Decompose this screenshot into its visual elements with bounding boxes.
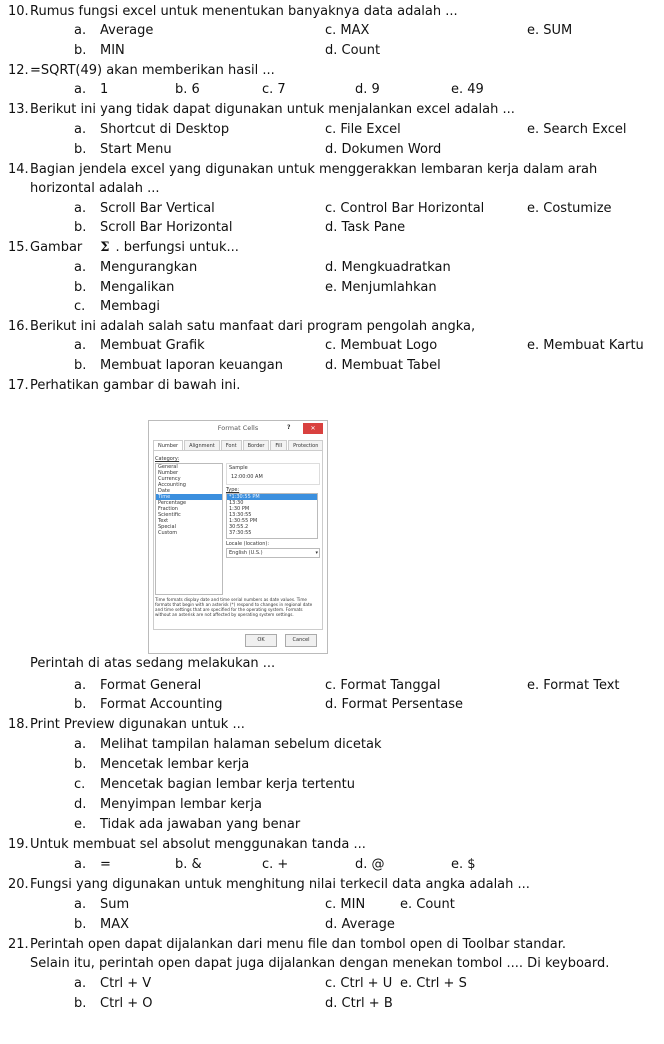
option-letter: d. [325,917,338,932]
option-text: Membuat Tabel [341,358,441,373]
category-item: Text [158,518,169,524]
option-letter: a. [74,122,87,137]
option-letter: e. [451,82,464,97]
type-list [226,493,318,539]
option-e [527,21,572,41]
ok-button: OK [245,634,277,647]
option-text: + [277,857,289,872]
option-b [74,915,130,935]
option-text: Control Bar Horizontal [340,201,485,216]
question-text-before: Gambar [30,240,83,255]
option-text: Menjumlahkan [341,280,437,295]
dialog-title: Format Cells [217,424,259,432]
option-text: 49 [467,82,484,97]
option-text: Tidak ada jawaban yang benar [100,817,301,832]
option-letter: e. [527,122,540,137]
category-item: Number [158,470,179,476]
tab-alignment: Alignment [184,440,220,451]
option-letter: b. [74,917,87,932]
option-b [74,41,125,61]
option-c [325,21,369,41]
question-text: Perhatikan gambar di bawah ini. [30,378,241,393]
option-d [325,356,441,376]
option-text: Format Text [543,678,620,693]
question-text: Berikut ini yang tidak dapat digunakan untuk menjalankan excel adalah ... [30,102,515,117]
option-b [74,140,172,160]
option-letter: b. [74,280,87,295]
question-text-after: . berfungsi untuk... [115,240,239,255]
option-letter: e. [451,857,464,872]
option-letter: d. [355,82,368,97]
question-number: 14. [8,162,29,177]
option-d [325,140,441,160]
category-item: Currency [158,476,181,482]
question-text-continued: Selain itu, perintah open dapat juga dijalankan dengan menekan tombol .... Di keyboard. [30,956,610,971]
option-c [74,297,160,317]
option-a [74,21,154,41]
option-text: Search Excel [543,122,627,137]
option-text: Mencetak bagian lembar kerja tertentu [100,777,355,792]
option-a [74,199,215,219]
tab-protection: Protection [288,440,323,451]
option-d [325,994,393,1014]
option-e [527,120,627,140]
option-letter: e. [527,678,540,693]
question-text: Bagian jendela excel yang digunakan untuk menggerakkan lembaran kerja dalam arah [30,162,598,177]
question-number: 21. [8,937,29,952]
option-b [74,755,250,775]
option-text: @ [371,857,385,872]
option-letter: b. [74,996,87,1011]
question-text: =SQRT(49) akan memberikan hasil ... [30,63,275,78]
question-text: Perintah open dapat dijalankan dari menu file dan tombol open di Toolbar standar. [30,937,567,952]
option-e [527,336,644,356]
format-cells-dialog-image [148,420,328,654]
question-text: Fungsi yang digunakan untuk menghitung nilai terkecil data angka adalah ... [30,877,530,892]
option-d [74,795,262,815]
option-d [325,218,405,238]
category-item: Percentage [158,500,187,506]
option-b [74,278,175,298]
option-text: 7 [277,82,286,97]
option-c [325,199,484,219]
question-number: 12. [8,63,29,78]
option-letter: e. [400,976,413,991]
question-number: 17. [8,378,29,393]
option-text: Format Persentase [341,697,464,712]
sigma-icon: Σ [100,240,110,255]
question-text: Rumus fungsi excel untuk menentukan banyaknya data adalah ... [30,4,458,19]
option-letter: d. [325,697,338,712]
option-letter: a. [74,857,87,872]
option-c [325,895,365,915]
option-letter: b. [175,857,188,872]
sample-label: Sample [229,465,248,471]
option-text: MIN [340,897,366,912]
question-text-continued: Perintah di atas sedang melakukan ... [30,656,276,671]
option-letter: c. [325,897,337,912]
cancel-button: Cancel [285,634,317,647]
option-text: Membuat laporan keuangan [100,358,283,373]
option-text: Count [341,43,381,58]
option-letter: c. [325,976,337,991]
option-letter: c. [262,857,274,872]
option-letter: e. [325,280,338,295]
option-e [451,80,484,100]
option-a [74,258,198,278]
option-letter: c. [74,777,86,792]
option-c [325,120,401,140]
category-label: Category: [155,456,180,462]
option-text: Format General [100,678,202,693]
question-text-continued: horizontal adalah ... [30,181,160,196]
option-text: 6 [191,82,200,97]
sample-value: 12:00:00 AM [231,474,263,480]
option-text: Membuat Grafik [100,338,205,353]
option-c [325,336,437,356]
question-text: Print Preview digunakan untuk ... [30,717,245,732]
option-a [74,336,205,356]
option-a [74,735,382,755]
option-text: $ [467,857,476,872]
option-text: = [100,857,111,872]
option-letter: b. [74,142,87,157]
option-text: Melihat tampilan halaman sebelum dicetak [100,737,382,752]
option-text: Dokumen Word [341,142,442,157]
option-letter: c. [325,23,337,38]
option-letter: a. [74,260,87,275]
option-text: Membagi [100,299,160,314]
question-number: 18. [8,717,29,732]
option-letter: b. [74,220,87,235]
tab-font: Font [221,440,242,451]
option-e [74,815,301,835]
option-text: MAX [100,917,130,932]
dialog-panel [153,450,323,630]
option-c [262,855,288,875]
category-item: Custom [158,530,178,536]
option-text: Count [416,897,455,912]
question-number: 19. [8,837,29,852]
option-text: Membuat Logo [340,338,438,353]
option-text: Scroll Bar Horizontal [100,220,233,235]
close-icon: ✕ [303,423,323,434]
option-a [74,120,230,140]
option-b [175,855,202,875]
type-item: 37:30:55 [229,530,252,536]
category-item: Time [156,494,222,500]
option-text: Mengalikan [100,280,175,295]
type-label: Type: [226,487,240,493]
option-letter: e. [527,201,540,216]
option-e [400,895,455,915]
option-d [355,855,385,875]
option-letter: c. [325,678,337,693]
option-letter: e. [527,338,540,353]
category-item: Date [158,488,170,494]
option-text: Menyimpan lembar kerja [100,797,262,812]
option-a [74,80,109,100]
option-letter: d. [325,358,338,373]
locale-value: English (U.S.) [229,550,263,556]
option-text: Shortcut di Desktop [100,122,230,137]
option-text: Format Tanggal [340,678,441,693]
option-letter: b. [74,358,87,373]
option-text: Ctrl + B [341,996,393,1011]
category-item: General [158,464,178,470]
question-number: 10. [8,4,29,19]
option-letter: d. [325,996,338,1011]
type-item: 1:30:55 PM [229,518,258,524]
option-text: Scroll Bar Vertical [100,201,215,216]
option-c [325,974,392,994]
question-text: Untuk membuat sel absolut menggunakan tanda ... [30,837,366,852]
option-text: Ctrl + U [340,976,393,991]
question-text: Berikut ini adalah salah satu manfaat dari program pengolah angka, [30,319,476,334]
option-b [74,994,153,1014]
option-e [451,855,476,875]
option-e [325,278,437,298]
option-c [325,676,440,696]
option-text: Average [341,917,395,932]
question-number: 13. [8,102,29,117]
option-letter: a. [74,678,87,693]
option-letter: e. [74,817,87,832]
category-item: Scientific [158,512,181,518]
locale-select [226,548,320,558]
option-a [74,676,202,696]
option-d [325,695,463,715]
option-a [74,855,111,875]
option-text: Ctrl + V [100,976,152,991]
option-text: Average [100,23,154,38]
option-b [175,80,200,100]
option-e [527,676,620,696]
help-icon: ? [287,424,291,431]
tab-number: Number [153,440,183,451]
option-a [74,895,130,915]
option-letter: d. [325,260,338,275]
option-text: Task Pane [341,220,406,235]
option-a [74,974,152,994]
option-d [355,80,380,100]
option-text: MAX [340,23,370,38]
tab-border: Border [243,440,270,451]
option-e [527,199,612,219]
option-letter: d. [325,142,338,157]
option-letter: d. [325,43,338,58]
option-text: Mengurangkan [100,260,198,275]
option-letter: a. [74,897,87,912]
option-letter: a. [74,338,87,353]
option-text: Mengkuadratkan [341,260,451,275]
option-b [74,218,233,238]
option-letter: b. [74,43,87,58]
option-text: Mencetak lembar kerja [100,757,250,772]
option-e [400,974,467,994]
category-list [155,463,223,595]
type-item: *1:30:55 PM [227,494,317,500]
option-b [74,695,223,715]
option-text: Start Menu [100,142,172,157]
option-text: Membuat Kartu [543,338,644,353]
option-letter: b. [74,697,87,712]
option-text: Sum [100,897,130,912]
option-letter: d. [355,857,368,872]
option-text: SUM [543,23,573,38]
type-item: 30:55.2 [229,524,249,530]
type-item: 13:30:55 [229,512,252,518]
type-item: 13:30 [229,500,244,506]
question-number: 16. [8,319,29,334]
format-description: Time formats display date and time serial numbers as date values. Time formats that begin with an asterisk (*) respond to changes in regional date and time settings that are specified for the operating system. Formats without an asterisk are not affected by operating system settings. [155,597,313,617]
question-number: 20. [8,877,29,892]
option-letter: c. [325,122,337,137]
option-letter: d. [325,220,338,235]
option-letter: a. [74,82,87,97]
option-b [74,356,283,376]
option-text: & [191,857,202,872]
option-letter: a. [74,23,87,38]
category-item: Special [158,524,177,530]
option-text: Ctrl + S [416,976,467,991]
tab-fill: Fill [270,440,287,451]
option-letter: c. [262,82,274,97]
option-letter: d. [74,797,87,812]
option-text: Format Accounting [100,697,223,712]
option-d [325,41,380,61]
option-letter: e. [400,897,413,912]
option-letter: a. [74,976,87,991]
category-item: Accounting [158,482,186,488]
option-letter: e. [527,23,540,38]
type-item: 1:30 PM [229,506,250,512]
sample-group [226,463,320,485]
option-letter: b. [175,82,188,97]
option-text: 9 [371,82,380,97]
question-number: 15. [8,240,29,255]
locale-label: Locale (location): [226,541,270,547]
option-d [325,915,395,935]
option-text: Costumize [543,201,612,216]
option-c [74,775,355,795]
option-letter: c. [325,201,337,216]
option-letter: a. [74,737,87,752]
option-text: Ctrl + O [100,996,153,1011]
option-d [325,258,451,278]
option-letter: a. [74,201,87,216]
option-text: MIN [100,43,125,58]
category-item: Fraction [158,506,178,512]
option-text: 1 [100,82,109,97]
option-text: File Excel [340,122,401,137]
option-letter: b. [74,757,87,772]
question-text [30,238,239,258]
option-letter: c. [325,338,337,353]
option-letter: c. [74,299,86,314]
chevron-down-icon: ▾ [315,550,318,556]
option-c [262,80,286,100]
